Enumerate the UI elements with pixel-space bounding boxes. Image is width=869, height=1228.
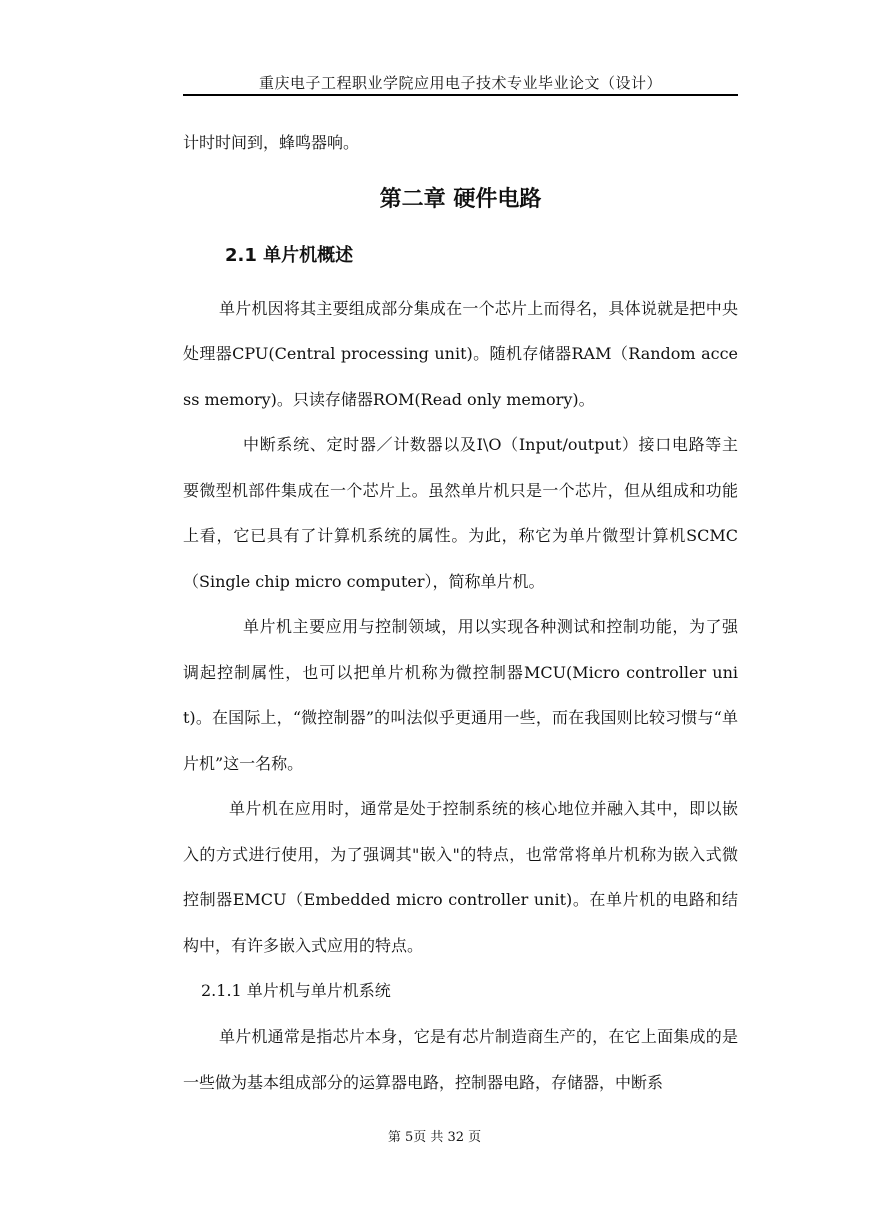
intro-line: 计时时间到，蜂鸣器响。 — [183, 133, 360, 152]
header-rule — [183, 94, 738, 96]
section-title: 2.1 单片机概述 — [225, 244, 354, 266]
page-body — [183, 120, 738, 1105]
paragraph-1: 单片机因将其主要组成部分集成在一个芯片上而得名，具体说就是把中央处理器CPU(Central processing unit)。随机存储器RAM（Random access memory)。只读存储器ROM(Read only memory)。 — [183, 298, 738, 409]
chapter-title: 第二章 硬件电路 — [379, 186, 542, 212]
paragraph-3: 单片机主要应用与控制领域，用以实现各种测试和控制功能，为了强调起控制属性，也可以把单片机称为微控制器MCU(Micro controller unit)。在国际上，“微控制器”的叫法似乎更通用一些，而在我国则比较习惯与“单片机”这一名称。 — [183, 617, 738, 773]
page-footer: 第 5页 共 32 页 — [387, 1130, 482, 1145]
paragraph-2: 中断系统、定时器／计数器以及I\O（Input/output）接口电路等主要微型机部件集成在一个芯片上。虽然单片机只是一个芯片，但从组成和功能上看，它已具有了计算机系统的属性。为此，称它为单片微型计算机SCMC（Single chip micro computer），简称单片机。 — [183, 435, 738, 591]
running-header: 重庆电子工程职业学院应用电子技术专业毕业论文（设计） — [258, 74, 662, 92]
paragraph-4: 单片机在应用时，通常是处于控制系统的核心地位并融入其中，即以嵌入的方式进行使用，为了强调其"嵌入"的特点，也常常将单片机称为嵌入式微控制器EMCU（Embedded micro controller unit)。在单片机的电路和结构中，有许多嵌入式应用的特点。 — [183, 799, 738, 955]
subsection-title: 2.1.1 单片机与单片机系统 — [201, 981, 391, 1000]
paragraph-5: 单片机通常是指芯片本身，它是有芯片制造商生产的，在它上面集成的是一些做为基本组成部分的运算器电路，控制器电路，存储器，中断系 — [183, 1027, 738, 1092]
